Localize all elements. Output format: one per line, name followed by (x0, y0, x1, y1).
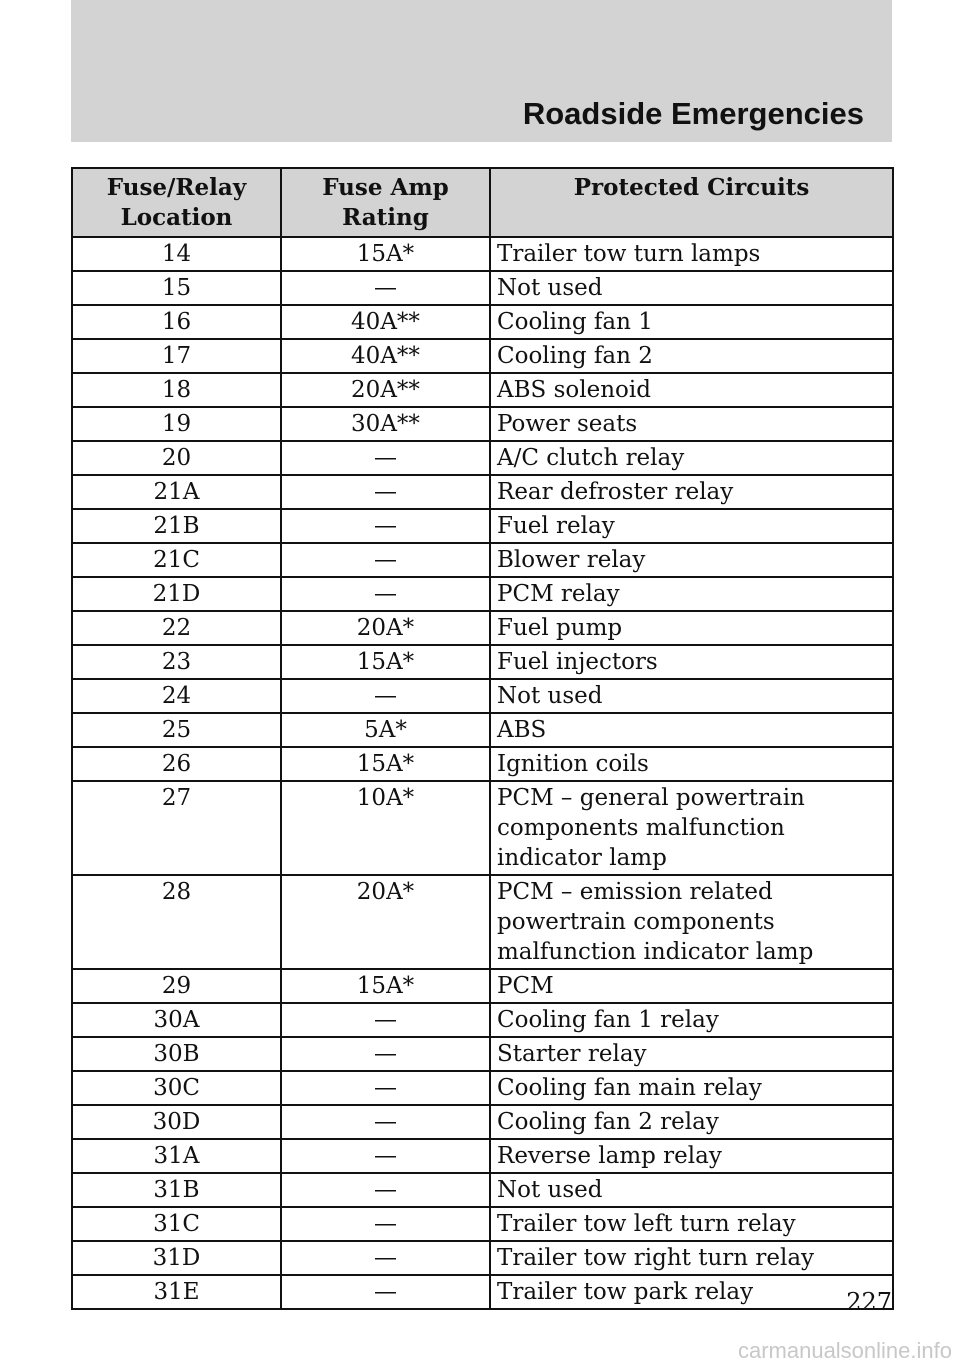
cell-amp-rating: — (281, 1207, 490, 1241)
cell-location: 20 (72, 441, 281, 475)
cell-protected-circuit: Ignition coils (490, 747, 893, 781)
table-row (72, 781, 893, 875)
table-row (72, 271, 893, 305)
cell-location: 21B (72, 509, 281, 543)
cell-amp-rating: — (281, 1275, 490, 1309)
cell-protected-circuit: Not used (490, 679, 893, 713)
cell-protected-circuit: Reverse lamp relay (490, 1139, 893, 1173)
cell-amp-rating: 10A* (281, 781, 490, 875)
table-row (72, 373, 893, 407)
cell-amp-rating: — (281, 577, 490, 611)
cell-amp-rating: 5A* (281, 713, 490, 747)
cell-amp-rating: 40A** (281, 305, 490, 339)
cell-protected-circuit: Fuel pump (490, 611, 893, 645)
cell-protected-circuit: PCM (490, 969, 893, 1003)
cell-amp-rating: 20A** (281, 373, 490, 407)
cell-amp-rating: — (281, 1105, 490, 1139)
cell-protected-circuit: Not used (490, 271, 893, 305)
table-row (72, 611, 893, 645)
fuse-table (71, 167, 894, 1310)
cell-location: 31C (72, 1207, 281, 1241)
cell-amp-rating: — (281, 1241, 490, 1275)
cell-amp-rating: — (281, 1071, 490, 1105)
column-header-amp-rating: Fuse Amp Rating (281, 168, 490, 237)
cell-protected-circuit: Fuel injectors (490, 645, 893, 679)
table-row (72, 713, 893, 747)
watermark: carmanualsonline.info (737, 1338, 952, 1363)
cell-location: 30D (72, 1105, 281, 1139)
table-row (72, 969, 893, 1003)
cell-protected-circuit: PCM – general powertrain components malfunction indicator lamp (490, 781, 893, 875)
cell-protected-circuit: Starter relay (490, 1037, 893, 1071)
table-row (72, 407, 893, 441)
table-row (72, 679, 893, 713)
cell-location: 22 (72, 611, 281, 645)
cell-location: 28 (72, 875, 281, 969)
cell-location: 21D (72, 577, 281, 611)
cell-location: 16 (72, 305, 281, 339)
cell-location: 14 (72, 237, 281, 271)
cell-amp-rating: — (281, 679, 490, 713)
cell-location: 31E (72, 1275, 281, 1309)
cell-amp-rating: — (281, 441, 490, 475)
table-row (72, 441, 893, 475)
table-row (72, 339, 893, 373)
table-row (72, 1105, 893, 1139)
cell-location: 30B (72, 1037, 281, 1071)
cell-amp-rating: — (281, 1173, 490, 1207)
cell-location: 19 (72, 407, 281, 441)
table-row (72, 509, 893, 543)
cell-protected-circuit: Trailer tow park relay (490, 1275, 893, 1309)
table-row (72, 1275, 893, 1309)
page-number: 227 (846, 1288, 892, 1316)
table-row (72, 645, 893, 679)
cell-protected-circuit: Power seats (490, 407, 893, 441)
cell-location: 23 (72, 645, 281, 679)
cell-amp-rating: — (281, 271, 490, 305)
cell-amp-rating: 15A* (281, 969, 490, 1003)
cell-location: 31D (72, 1241, 281, 1275)
cell-protected-circuit: Not used (490, 1173, 893, 1207)
table-row (72, 1173, 893, 1207)
table-row (72, 543, 893, 577)
table-row (72, 875, 893, 969)
section-header (71, 0, 892, 142)
cell-location: 30C (72, 1071, 281, 1105)
cell-protected-circuit: Blower relay (490, 543, 893, 577)
table-row (72, 747, 893, 781)
cell-protected-circuit: Cooling fan 1 relay (490, 1003, 893, 1037)
cell-protected-circuit: Trailer tow turn lamps (490, 237, 893, 271)
cell-protected-circuit: Cooling fan 2 (490, 339, 893, 373)
cell-amp-rating: 15A* (281, 237, 490, 271)
cell-protected-circuit: Cooling fan 1 (490, 305, 893, 339)
cell-amp-rating: 20A* (281, 611, 490, 645)
cell-location: 21A (72, 475, 281, 509)
cell-amp-rating: 20A* (281, 875, 490, 969)
cell-protected-circuit: Cooling fan main relay (490, 1071, 893, 1105)
table-header-row (72, 168, 893, 237)
cell-protected-circuit: PCM – emission related powertrain components malfunction indicator lamp (490, 875, 893, 969)
cell-location: 18 (72, 373, 281, 407)
cell-protected-circuit: Rear defroster relay (490, 475, 893, 509)
cell-protected-circuit: A/C clutch relay (490, 441, 893, 475)
cell-amp-rating: — (281, 1003, 490, 1037)
table-row (72, 1207, 893, 1241)
cell-location: 24 (72, 679, 281, 713)
cell-location: 31A (72, 1139, 281, 1173)
table-row (72, 237, 893, 271)
cell-protected-circuit: PCM relay (490, 577, 893, 611)
cell-protected-circuit: ABS solenoid (490, 373, 893, 407)
cell-protected-circuit: Trailer tow right turn relay (490, 1241, 893, 1275)
table-row (72, 1037, 893, 1071)
table-row (72, 305, 893, 339)
cell-amp-rating: 15A* (281, 747, 490, 781)
cell-location: 17 (72, 339, 281, 373)
section-title: Roadside Emergencies (522, 96, 864, 131)
cell-protected-circuit: Fuel relay (490, 509, 893, 543)
table-row (72, 1003, 893, 1037)
cell-amp-rating: — (281, 1139, 490, 1173)
column-header-location: Fuse/Relay Location (72, 168, 281, 237)
cell-amp-rating: 15A* (281, 645, 490, 679)
cell-location: 25 (72, 713, 281, 747)
column-header-protected-circuits: Protected Circuits (490, 168, 893, 237)
table-row (72, 1139, 893, 1173)
table-row (72, 577, 893, 611)
table-body (72, 237, 893, 1309)
cell-location: 30A (72, 1003, 281, 1037)
cell-amp-rating: — (281, 509, 490, 543)
cell-location: 21C (72, 543, 281, 577)
cell-amp-rating: 40A** (281, 339, 490, 373)
cell-amp-rating: — (281, 475, 490, 509)
cell-amp-rating: — (281, 543, 490, 577)
cell-amp-rating: — (281, 1037, 490, 1071)
table-row (72, 1241, 893, 1275)
cell-protected-circuit: Cooling fan 2 relay (490, 1105, 893, 1139)
cell-protected-circuit: ABS (490, 713, 893, 747)
cell-location: 26 (72, 747, 281, 781)
table-row (72, 1071, 893, 1105)
cell-location: 29 (72, 969, 281, 1003)
cell-location: 15 (72, 271, 281, 305)
cell-location: 31B (72, 1173, 281, 1207)
table-row (72, 475, 893, 509)
cell-protected-circuit: Trailer tow left turn relay (490, 1207, 893, 1241)
cell-location: 27 (72, 781, 281, 875)
cell-amp-rating: 30A** (281, 407, 490, 441)
